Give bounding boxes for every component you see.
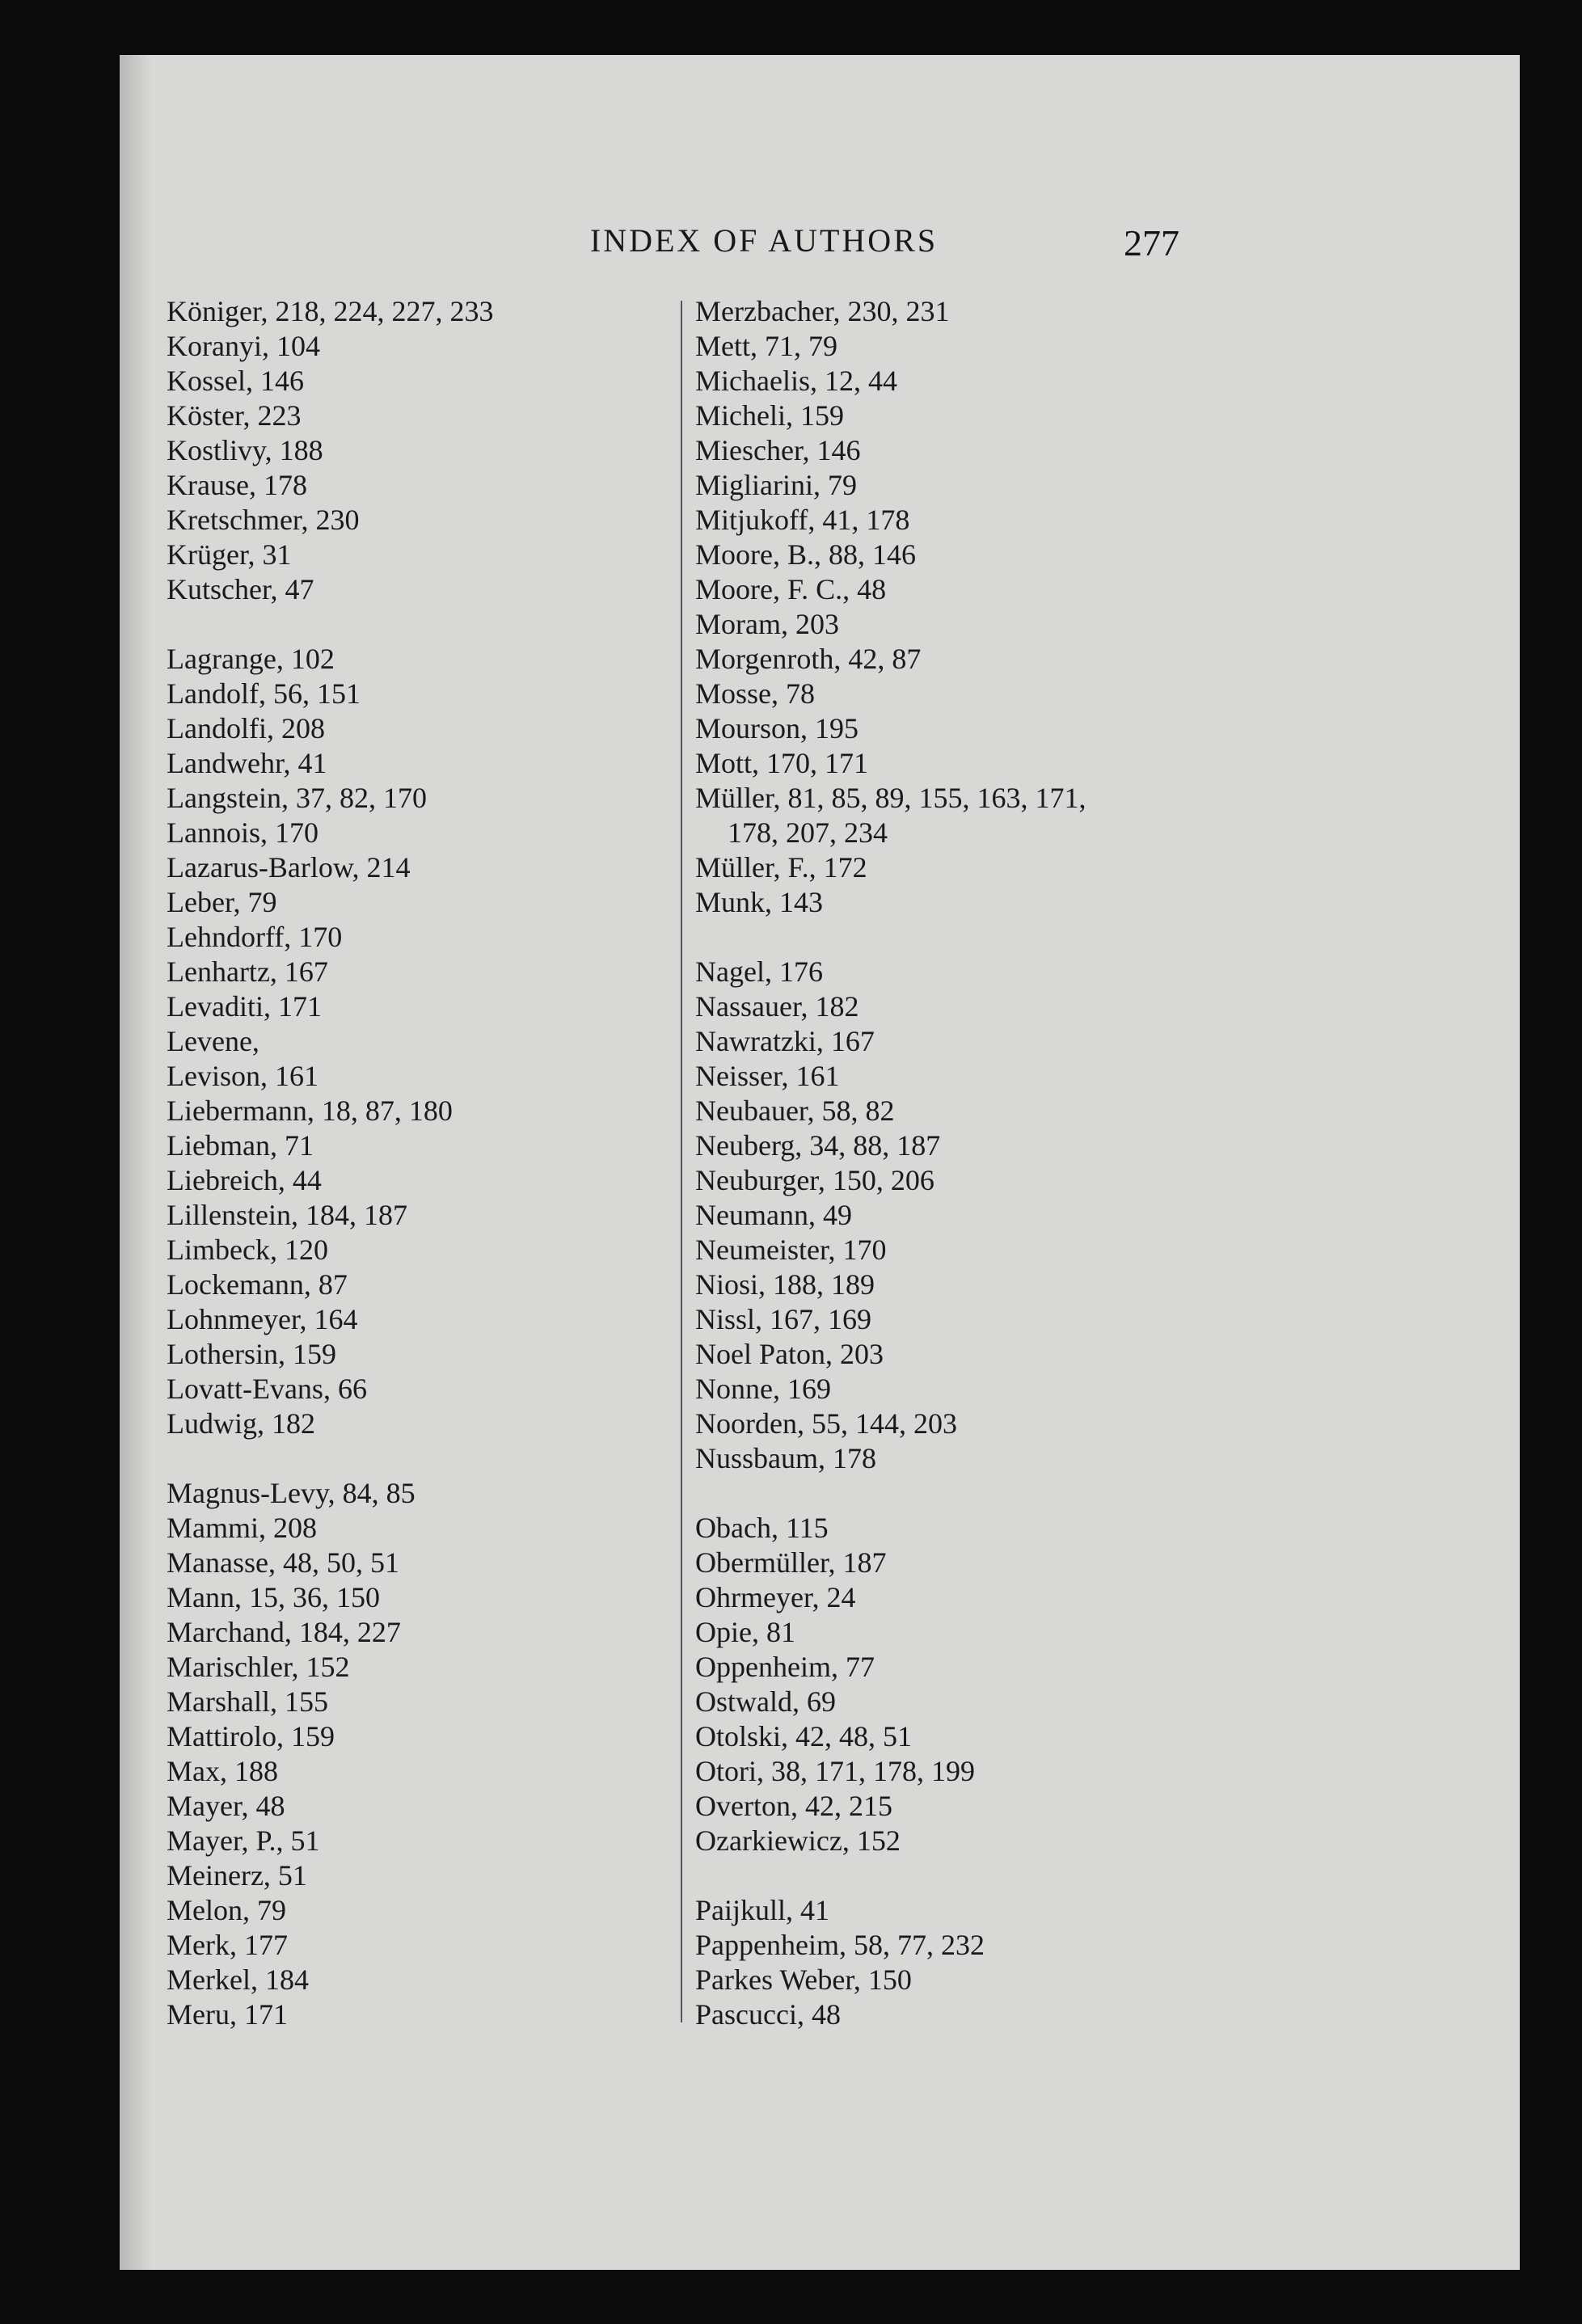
index-entry: Ohrmeyer, 24: [695, 1581, 856, 1613]
index-entry: Micheli, 159: [695, 399, 844, 432]
index-entry: Opie, 81: [695, 1616, 795, 1648]
index-entry: Paijkull, 41: [695, 1894, 830, 1926]
index-entry: Otori, 38, 171, 178, 199: [695, 1755, 975, 1787]
index-entry: Liebreich, 44: [167, 1164, 322, 1196]
index-entry: Manasse, 48, 50, 51: [167, 1546, 399, 1579]
index-entry: Lillenstein, 184, 187: [167, 1199, 407, 1231]
index-entry: Köster, 223: [167, 399, 302, 432]
index-entry: Kossel, 146: [167, 365, 304, 397]
index-entry: Lagrange, 102: [167, 643, 335, 675]
index-entry: Langstein, 37, 82, 170: [167, 782, 427, 814]
index-entry: Melon, 79: [167, 1894, 286, 1926]
index-entry: Moram, 203: [695, 608, 839, 640]
index-entry: Mett, 71, 79: [695, 330, 837, 362]
index-entry: Neumeister, 170: [695, 1234, 887, 1266]
page-header: [0, 221, 1582, 270]
index-entry: Mitjukoff, 41, 178: [695, 504, 910, 536]
index-entry: Mourson, 195: [695, 712, 859, 744]
index-entry: Lovatt-Evans, 66: [167, 1373, 367, 1405]
index-entry: Müller, 81, 85, 89, 155, 163, 171,: [695, 782, 1086, 814]
index-entry: Meinerz, 51: [167, 1859, 307, 1892]
index-entry: Liebman, 71: [167, 1129, 314, 1162]
index-entry: Nissl, 167, 169: [695, 1303, 872, 1335]
index-entry: Pappenheim, 58, 77, 232: [695, 1929, 985, 1961]
running-head: INDEX OF AUTHORS: [589, 222, 939, 259]
index-entry: Miescher, 146: [695, 434, 861, 466]
index-entry: Ozarkiewicz, 152: [695, 1824, 901, 1857]
index-entry: Levison, 161: [167, 1060, 319, 1092]
index-entry: Ludwig, 182: [167, 1407, 315, 1440]
index-entry: Levene,: [167, 1025, 259, 1057]
index-entry: Neuberg, 34, 88, 187: [695, 1129, 941, 1162]
page-gutter-shadow: [120, 55, 152, 2270]
column-divider: [681, 301, 682, 2022]
index-entry: Kutscher, 47: [167, 573, 314, 605]
index-entry: Lothersin, 159: [167, 1338, 336, 1370]
index-entry: Munk, 143: [695, 886, 824, 918]
index-entry: Marshall, 155: [167, 1685, 328, 1718]
index-entry: Lohnmeyer, 164: [167, 1303, 358, 1335]
index-entry: Mosse, 78: [695, 677, 816, 710]
index-entry: Niosi, 188, 189: [695, 1268, 875, 1301]
index-entry: Overton, 42, 215: [695, 1790, 892, 1822]
index-entry: Nussbaum, 178: [695, 1442, 876, 1474]
index-entry: Nassauer, 182: [695, 990, 859, 1023]
index-entry: Nonne, 169: [695, 1373, 831, 1405]
index-entry: Koranyi, 104: [167, 330, 320, 362]
index-entry: Obermüller, 187: [695, 1546, 887, 1579]
index-entry: Krüger, 31: [167, 538, 292, 571]
index-entry: Otolski, 42, 48, 51: [695, 1720, 913, 1752]
index-entry: Müller, F., 172: [695, 851, 867, 884]
index-entry: Königer, 218, 224, 227, 233: [167, 295, 494, 327]
index-entry: Mattirolo, 159: [167, 1720, 335, 1752]
index-entry: Merzbacher, 230, 231: [695, 295, 950, 327]
index-entry: Morgenroth, 42, 87: [695, 643, 922, 675]
index-entry: Marischler, 152: [167, 1651, 350, 1683]
index-entry: Lannois, 170: [167, 816, 319, 849]
index-entry: Merk, 177: [167, 1929, 288, 1961]
index-entry: Noel Paton, 203: [695, 1338, 884, 1370]
index-entry: Moore, F. C., 48: [695, 573, 887, 605]
index-entry: Landolf, 56, 151: [167, 677, 361, 710]
index-entry: Mott, 170, 171: [695, 747, 869, 779]
index-column-left: [167, 294, 668, 2032]
index-entry: Meru, 171: [167, 1998, 288, 2031]
index-entry: Pascucci, 48: [695, 1998, 841, 2031]
index-entry: Mayer, P., 51: [167, 1824, 320, 1857]
index-entry: Migliarini, 79: [695, 469, 857, 501]
index-entry: Lockemann, 87: [167, 1268, 348, 1301]
index-entry: Krause, 178: [167, 469, 307, 501]
index-entry: Neuburger, 150, 206: [695, 1164, 934, 1196]
index-entry: Mayer, 48: [167, 1790, 285, 1822]
index-entry: Obach, 115: [695, 1512, 829, 1544]
index-entry: Levaditi, 171: [167, 990, 322, 1023]
index-entry: Moore, B., 88, 146: [695, 538, 916, 571]
index-entry: Leber, 79: [167, 886, 277, 918]
index-entry: Nagel, 176: [695, 955, 823, 988]
index-entry: Landwehr, 41: [167, 747, 327, 779]
index-entry: Mann, 15, 36, 150: [167, 1581, 380, 1613]
index-column-right: [695, 294, 1196, 2032]
index-entry: Kretschmer, 230: [167, 504, 360, 536]
index-entry: Kostlivy, 188: [167, 434, 323, 466]
index-entry: Michaelis, 12, 44: [695, 365, 897, 397]
index-entry: Neubauer, 58, 82: [695, 1095, 895, 1127]
index-entry: Neisser, 161: [695, 1060, 840, 1092]
index-entry: Nawratzki, 167: [695, 1025, 875, 1057]
index-entry: Merkel, 184: [167, 1963, 309, 1996]
index-entry: Lehndorff, 170: [167, 921, 343, 953]
index-entry: Lazarus-Barlow, 214: [167, 851, 411, 884]
page-number: 277: [1124, 222, 1179, 264]
index-entry: 178, 207, 234: [728, 816, 888, 849]
index-entry: Lenhartz, 167: [167, 955, 328, 988]
index-entry: Parkes Weber, 150: [695, 1963, 912, 1996]
index-entry: Marchand, 184, 227: [167, 1616, 401, 1648]
index-entry: Mammi, 208: [167, 1512, 317, 1544]
index-entry: Magnus-Levy, 84, 85: [167, 1477, 416, 1509]
index-entry: Landolfi, 208: [167, 712, 325, 744]
index-entry: Liebermann, 18, 87, 180: [167, 1095, 453, 1127]
index-entry: Max, 188: [167, 1755, 278, 1787]
index-entry: Oppenheim, 77: [695, 1651, 875, 1683]
index-entry: Limbeck, 120: [167, 1234, 328, 1266]
index-entry: Neumann, 49: [695, 1199, 852, 1231]
index-entry: Ostwald, 69: [695, 1685, 836, 1718]
index-entry: Noorden, 55, 144, 203: [695, 1407, 957, 1440]
